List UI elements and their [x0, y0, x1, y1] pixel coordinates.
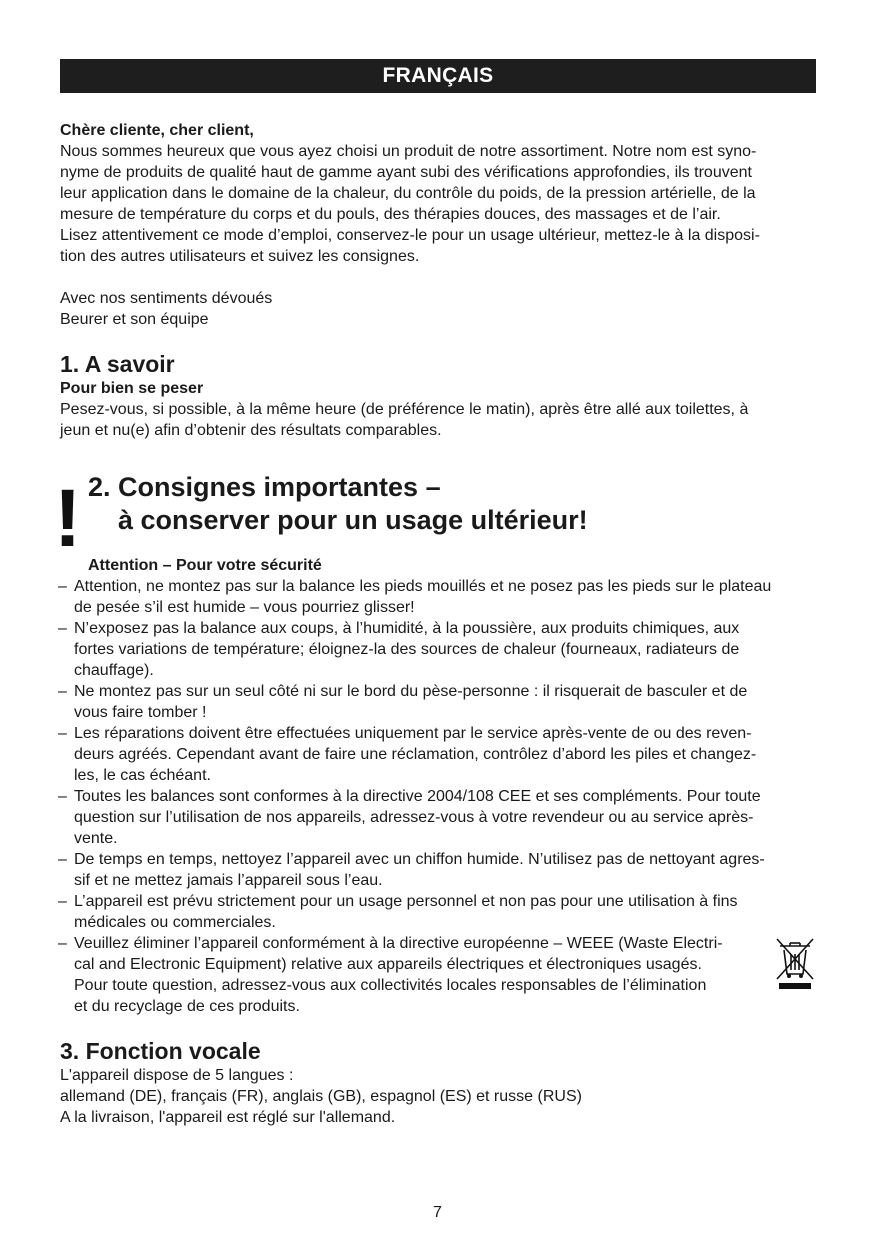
- dash: –: [58, 578, 67, 595]
- intro-line: Nous sommes heureux que vous ayez choisi un produit de notre assortiment. Notre nom est syno-: [60, 143, 757, 160]
- list-item: [58, 933, 828, 1017]
- list-item-line: fortes variations de température; éloignez-la des sources de chaleur (fourneaux, radiateurs de: [74, 641, 740, 658]
- page-number: 7: [433, 1204, 442, 1221]
- section-3-heading: 3. Fonction vocale: [60, 1038, 261, 1064]
- list-item-line: et du recyclage de ces produits.: [74, 998, 300, 1015]
- list-item-line: N’exposez pas la balance aux coups, à l’humidité, à la poussière, aux produits chimiques, aux: [74, 620, 740, 637]
- section-2-heading-line1: 2. Consignes importantes –: [88, 472, 441, 502]
- list-item: [58, 681, 828, 723]
- section-2-heading-line2: à conserver pour un usage ultérieur!: [118, 505, 588, 535]
- list-item: [58, 618, 828, 681]
- closing-line: Avec nos sentiments dévoués: [60, 290, 273, 307]
- intro-line: nyme de produits de qualité haut de gamme ayant subi des vérifications approfondies, ils trouvent: [60, 164, 752, 181]
- list-item: [58, 891, 828, 933]
- intro-line: mesure de température du corps et du pouls, des thérapies douces, des massages et de l’air.: [60, 206, 721, 223]
- list-item-line: deurs agréés. Cependant avant de faire une réclamation, contrôlez d’abord les piles et changez-: [74, 746, 757, 763]
- list-item-line: question sur l’utilisation de nos appareils, adressez-vous à votre revendeur ou au service après-: [74, 809, 754, 826]
- intro-line: Lisez attentivement ce mode d’emploi, conservez-le pour un usage ultérieur, mettez-le à la disposi-: [60, 227, 760, 244]
- list-item-line: L’appareil est prévu strictement pour un usage personnel et non pas pour une utilisation à fins: [74, 893, 738, 910]
- closing-line: Beurer et son équipe: [60, 311, 209, 328]
- list-item-line: vente.: [74, 830, 118, 847]
- list-item-line: cal and Electronic Equipment) relative aux appareils électriques et électroniques usagés.: [74, 956, 702, 973]
- dash: –: [58, 725, 67, 742]
- section-2-heading: [88, 471, 848, 537]
- list-item-line: Veuillez éliminer l’appareil conformément à la directive européenne – WEEE (Waste Electri-: [74, 935, 723, 952]
- list-item-line: Pour toute question, adressez-vous aux collectivités locales responsables de l’élimination: [74, 977, 707, 994]
- section-2-subheading: Attention – Pour votre sécurité: [88, 557, 322, 574]
- greeting: Chère cliente, cher client,: [60, 122, 254, 139]
- crossed-out-wheelie-bin-icon: [776, 938, 814, 992]
- section-1-line: jeun et nu(e) afin d’obtenir des résultats comparables.: [60, 422, 442, 439]
- list-item-line: Ne montez pas sur un seul côté ni sur le bord du pèse-personne : il risquerait de basculer et de: [74, 683, 748, 700]
- list-item-line: de pesée s’il est humide – vous pourriez glisser!: [74, 599, 415, 616]
- list-item-line: les, le cas échéant.: [74, 767, 211, 784]
- dash: –: [58, 620, 67, 637]
- intro-line: tion des autres utilisateurs et suivez les consignes.: [60, 248, 420, 265]
- list-item-line: chauffage).: [74, 662, 154, 679]
- section-1-line: Pesez-vous, si possible, à la même heure (de préférence le matin), après être allé aux toilettes, à: [60, 401, 749, 418]
- list-item-line: Attention, ne montez pas sur la balance les pieds mouillés et ne posez pas les pieds sur le plateau: [74, 578, 772, 595]
- safety-list: [58, 576, 828, 1017]
- dash: –: [58, 683, 67, 700]
- list-item-line: vous faire tomber !: [74, 704, 207, 721]
- section-3: [60, 1037, 820, 1128]
- intro-section: [60, 120, 820, 330]
- list-item-line: Toutes les balances sont conformes à la directive 2004/108 CEE et ses compléments. Pour toute: [74, 788, 761, 805]
- dash: –: [58, 851, 67, 868]
- list-item-line: Les réparations doivent être effectuées uniquement par le service après-vente de ou des reven-: [74, 725, 752, 742]
- dash: –: [58, 788, 67, 805]
- list-item-line: médicales ou commerciales.: [74, 914, 276, 931]
- list-item: [58, 786, 828, 849]
- section-3-line: A la livraison, l'appareil est réglé sur l'allemand.: [60, 1109, 396, 1126]
- dash: –: [58, 893, 67, 910]
- list-item-line: De temps en temps, nettoyez l’appareil avec un chiffon humide. N’utilisez pas de nettoyant agres-: [74, 851, 765, 868]
- section-1: [60, 350, 820, 441]
- section-1-heading: 1. A savoir: [60, 351, 175, 377]
- list-item: [58, 576, 828, 618]
- intro-line: leur application dans le domaine de la chaleur, du contrôle du poids, de la pression artérielle, de la: [60, 185, 756, 202]
- list-item-line: sif et ne mettez jamais l’appareil sous l’eau.: [74, 872, 383, 889]
- section-3-line: L'appareil dispose de 5 langues :: [60, 1067, 294, 1084]
- section-3-line: allemand (DE), français (FR), anglais (GB), espagnol (ES) et russe (RUS): [60, 1088, 582, 1105]
- exclamation-icon: !: [54, 473, 82, 564]
- list-item: [58, 849, 828, 891]
- list-item: [58, 723, 828, 786]
- section-1-subheading: Pour bien se peser: [60, 380, 204, 397]
- language-header: FRANÇAIS: [60, 59, 816, 93]
- dash: –: [58, 935, 67, 952]
